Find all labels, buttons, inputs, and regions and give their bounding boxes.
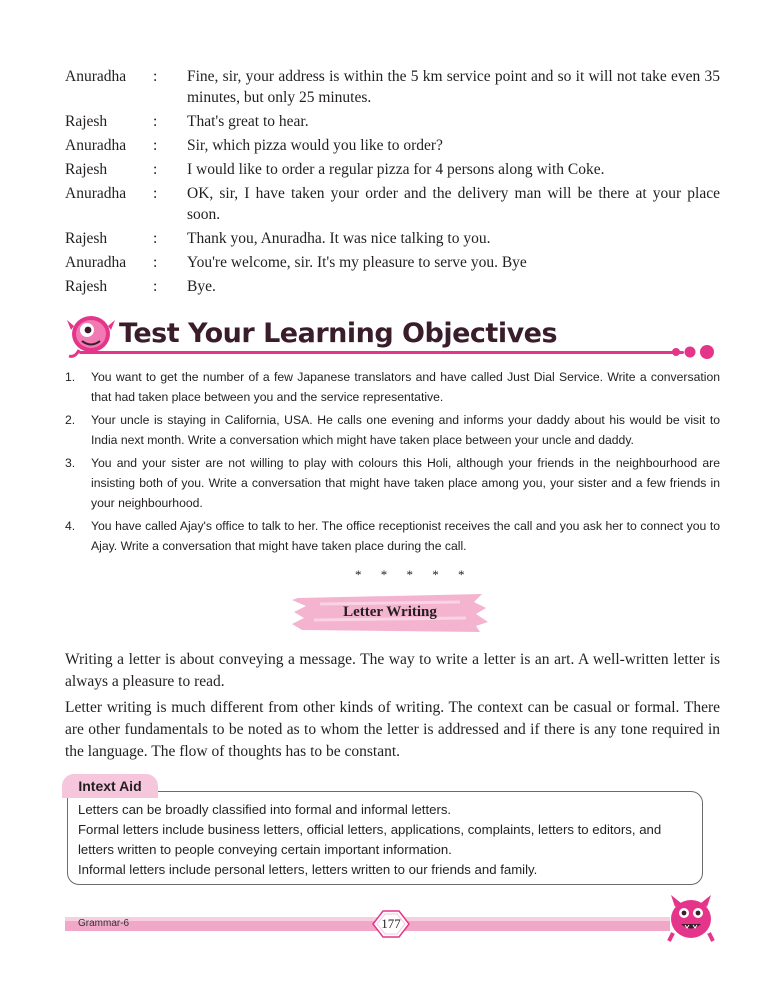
dialogue-line: [65, 135, 720, 156]
separator: :: [153, 254, 158, 271]
list-item: [65, 410, 720, 450]
speech: Thank you, Anuradha. It was nice talking to you.: [187, 230, 491, 247]
speech: I would like to order a regular pizza for 4 persons along with Coke.: [187, 161, 605, 178]
dialogue-line: [65, 252, 720, 273]
section-separator-stars: * * * * *: [355, 567, 473, 582]
speech: That's great to hear.: [187, 113, 309, 130]
banner-label: Letter Writing: [343, 603, 437, 620]
aid-line: Formal letters include business letters, official letters, applications, complaints, letters to editors, and letters written to people conveying certain important information.: [78, 822, 662, 857]
objectives-heading: [65, 308, 720, 364]
speaker: Rajesh: [65, 278, 108, 295]
item-number: 3.: [65, 456, 76, 470]
intext-aid-box: [67, 791, 703, 885]
item-text: You and your sister are not willing to play with colours this Holi, although your friends in the neighbourhood are insisting both of you. Write a conversation that might have taken place among you, your sister and a few friends in your neighbourhood.: [91, 456, 720, 510]
speaker: Rajesh: [65, 230, 108, 247]
speaker: Anuradha: [65, 68, 127, 85]
dialogue-line: [65, 276, 720, 297]
dialogue-line: [65, 183, 720, 225]
aid-line: Letters can be broadly classified into formal and informal letters.: [78, 802, 452, 817]
speaker: Rajesh: [65, 161, 108, 178]
dots-decoration-icon: [670, 344, 720, 360]
dialogue-line: [65, 228, 720, 249]
page-number: 177: [381, 916, 401, 931]
separator: :: [153, 185, 158, 202]
book-title: Grammar-6: [78, 918, 130, 929]
speech: You're welcome, sir. It's my pleasure to serve you. Bye: [187, 254, 527, 271]
dialogue-line: [65, 111, 720, 132]
separator: :: [153, 137, 158, 154]
dialogue-line: [65, 159, 720, 180]
list-item: [65, 516, 720, 556]
separator: :: [153, 278, 158, 295]
list-item: [65, 453, 720, 513]
heading-rule: [79, 351, 684, 354]
pink-monster-icon: [665, 893, 717, 943]
item-text: You have called Ajay's office to talk to her. The office receptionist receives the call and you ask her to connect you to Ajay. Write a conversation that might have taken place during the call.: [91, 519, 720, 553]
item-number: 4.: [65, 519, 76, 533]
speaker: Anuradha: [65, 137, 127, 154]
page-number-badge: [369, 909, 413, 939]
pink-monster-icon: [65, 308, 121, 360]
speech: OK, sir, I have taken your order and the delivery man will be there at your place soon.: [187, 185, 720, 223]
separator: :: [153, 113, 158, 130]
item-number: 2.: [65, 413, 76, 427]
footer-band: [65, 917, 670, 931]
item-text: You want to get the number of a few Japanese translators and have called Just Dial Service. Write a conversation that had taken place between you and the service representative.: [91, 370, 720, 404]
list-item: [65, 367, 720, 407]
item-number: 1.: [65, 370, 76, 384]
intext-aid-label: Intext Aid: [62, 774, 158, 798]
letter-writing-banner: [290, 590, 490, 634]
paragraph: Writing a letter is about conveying a message. The way to write a letter is an art. A well-written letter is always a pleasure to read.: [65, 651, 720, 690]
dialogue-line: [65, 66, 720, 108]
aid-line: Informal letters include personal letters, letters written to our friends and family.: [78, 862, 538, 877]
separator: :: [153, 161, 158, 178]
speaker: Anuradha: [65, 254, 127, 271]
speech: Fine, sir, your address is within the 5 km service point and so it will not take even 35 minutes, but only 25 minutes.: [187, 68, 720, 106]
speech: Sir, which pizza would you like to order?: [187, 137, 443, 154]
speaker: Anuradha: [65, 185, 127, 202]
separator: :: [153, 68, 158, 85]
speaker: Rajesh: [65, 113, 108, 130]
separator: :: [153, 230, 158, 247]
item-text: Your uncle is staying in California, USA. He calls one evening and informs your daddy about his would be visit to India next month. Write a conversation which might have taken place between your uncle and daddy.: [91, 413, 720, 447]
paragraph: Letter writing is much different from other kinds of writing. The context can be casual or formal. There are other fundamentals to be noted as to whom the letter is addressed and if there is any tone required in the language. The flow of thoughts has to be constant.: [65, 699, 720, 760]
objectives-title: Test Your Learning Objectives: [119, 318, 558, 349]
dialogue: [65, 66, 720, 300]
objectives-list: [65, 367, 720, 559]
speech: Bye.: [187, 278, 216, 295]
